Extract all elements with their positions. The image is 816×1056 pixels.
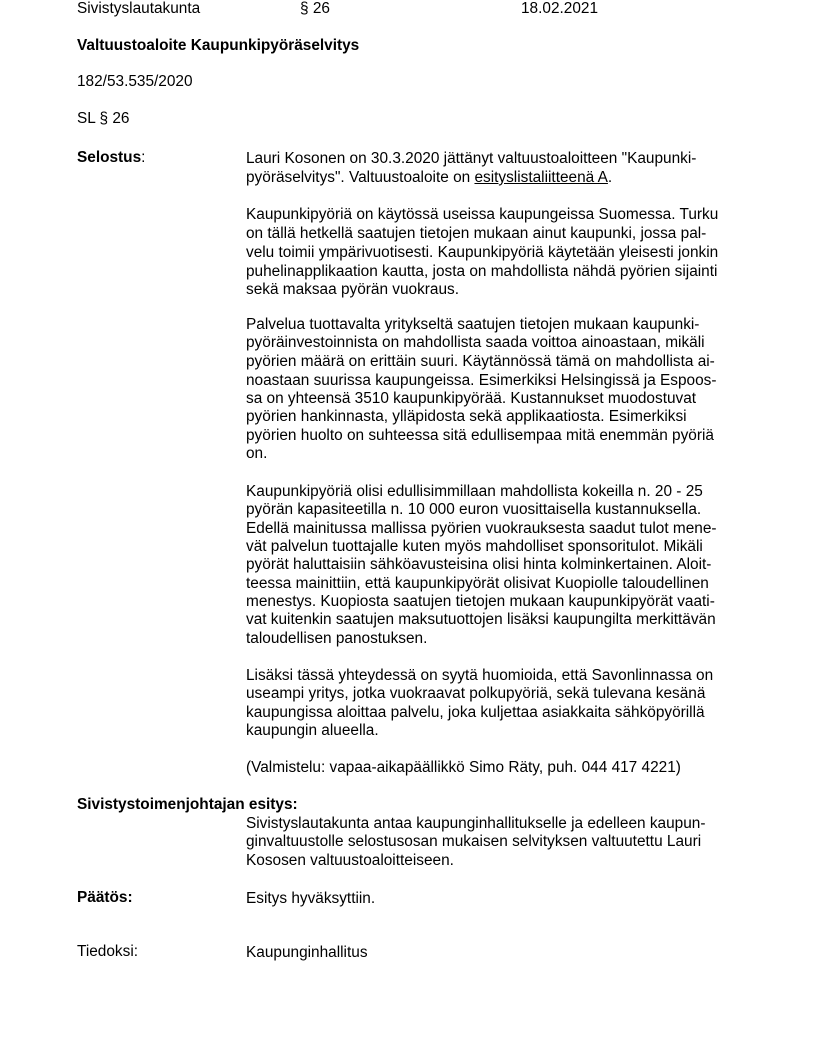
tiedoksi-label: Tiedoksi: bbox=[77, 943, 139, 960]
para3-line: noastaan suurissa kaupungeissa. Esimerkiksi Helsingissä ja Espoos- bbox=[246, 372, 717, 389]
para3-line: sa on yhteensä 3510 kaupunkipyörää. Kustannukset muodostuvat bbox=[246, 390, 697, 407]
para4-line: teessa mainittiin, että kaupunkipyörät olisivat Kuopiolle taloudellinen bbox=[246, 575, 709, 592]
para2-line: on tällä hetkellä saatujen tietojen mukaan ainut kaupunki, jossa pal- bbox=[246, 225, 707, 242]
para3-line: pyörien hankinnasta, ylläpidosta sekä applikaatiosta. Esimerkiksi bbox=[246, 408, 687, 425]
para1-line-1: Lauri Kosonen on 30.3.2020 jättänyt valtuustoaloitteen "Kaupunki- bbox=[246, 150, 697, 167]
para3-line: Palvelua tuottavalta yritykseltä saatujen tietojen mukaan kaupunki- bbox=[246, 316, 700, 333]
para4-line: vät palvelun tuottajalle kuten myös mahdolliset sponsoritulot. Mikäli bbox=[246, 538, 703, 555]
board-name: Sivistyslautakunta bbox=[77, 0, 201, 17]
para3-line: pyörien huolto on suhteessa sitä edullisempaa mitä enemmän pyöriä bbox=[246, 427, 714, 444]
para5-line: kaupungin alueella. bbox=[246, 722, 379, 739]
para4-line: Kaupunkipyöriä olisi edullisimmillaan mahdollista kokeilla n. 20 - 25 bbox=[246, 483, 703, 500]
esitys-label: Sivistystoimenjohtajan esitys: bbox=[77, 796, 298, 813]
meeting-date: 18.02.2021 bbox=[521, 0, 599, 17]
tiedoksi-text: Kaupunginhallitus bbox=[246, 944, 368, 961]
para5-line: useampi yritys, jotka vuokraavat polkupyöriä, sekä tulevana kesänä bbox=[246, 685, 706, 702]
section-reference: SL § 26 bbox=[77, 110, 130, 127]
esitys-line: ginvaltuustolle selostusosan mukaisen selvityksen valtuutettu Lauri bbox=[246, 833, 702, 850]
para4-line: menestys. Kuopiosta saatujen tietojen mukaan kaupunkipyörät vaati- bbox=[246, 593, 715, 610]
para1-line-2-prefix: pyöräselvitys". Valtuustoaloite on bbox=[246, 169, 475, 186]
esitys-line: Kososen valtuustoaloitteiseen. bbox=[246, 852, 454, 869]
section-number: § 26 bbox=[300, 0, 330, 17]
paatos-text: Esitys hyväksyttiin. bbox=[246, 890, 376, 907]
selostus-label bbox=[77, 149, 145, 167]
para3-line: on. bbox=[246, 445, 268, 462]
para2-line: Kaupunkipyöriä on käytössä useissa kaupungeissa Suomessa. Turku bbox=[246, 206, 719, 223]
para4-line: pyörän kapasiteetilla n. 10 000 euron vuosittaisella kustannuksella. bbox=[246, 501, 702, 518]
valmistelu-note: (Valmistelu: vapaa-aikapäällikkö Simo Räty, puh. 044 417 4221) bbox=[246, 759, 681, 776]
selostus-label-text: Selostus bbox=[77, 149, 142, 166]
document-title: Valtuustoaloite Kaupunkipyöräselvitys bbox=[77, 37, 360, 54]
esitys-line: Sivistyslautakunta antaa kaupunginhallitukselle ja edelleen kaupun- bbox=[246, 815, 706, 832]
selostus-label-colon: : bbox=[141, 149, 146, 166]
para4-line: vat kuitenkin saatujen maksutuottojen lisäksi kaupungilta merkittävän bbox=[246, 611, 716, 628]
para2-line: velu toimii ympärivuotisesti. Kaupunkipyöriä käytetään yleisesti jonkin bbox=[246, 244, 719, 261]
para1-line-2 bbox=[246, 168, 612, 188]
para5-line: Lisäksi tässä yhteydessä on syytä huomioida, että Savonlinnassa on bbox=[246, 667, 714, 684]
para4-line: Edellä mainitussa mallissa pyörien vuokrauksesta saadut tulot mene- bbox=[246, 520, 717, 537]
para4-line: pyörät haluttaisiin sähköavusteisina olisi hinta kolminkertainen. Aloit- bbox=[246, 556, 712, 573]
para3-line: pyöräinvestoinnista on mahdollista saada voittoa ainoastaan, mikäli bbox=[246, 334, 705, 351]
para2-line: puhelinapplikaation kautta, josta on mahdollista nähdä pyörien sijainti bbox=[246, 263, 718, 280]
para1-line-2-suffix: . bbox=[607, 169, 613, 186]
attachment-a-link[interactable]: esityslistaliitteenä A bbox=[474, 169, 608, 186]
paatos-label: Päätös: bbox=[77, 889, 133, 906]
para2-line: sekä maksaa pyörän vuokraus. bbox=[246, 281, 460, 298]
para4-line: taloudellisen panostuksen. bbox=[246, 630, 428, 647]
para3-line: pyörien määrä on erittäin suuri. Käytännössä tämä on mahdollista ai- bbox=[246, 353, 715, 370]
para5-line: kaupungissa aloittaa palvelu, joka kuljettaa asiakkaita sähköpyörillä bbox=[246, 704, 705, 721]
reference-number: 182/53.535/2020 bbox=[77, 73, 193, 90]
